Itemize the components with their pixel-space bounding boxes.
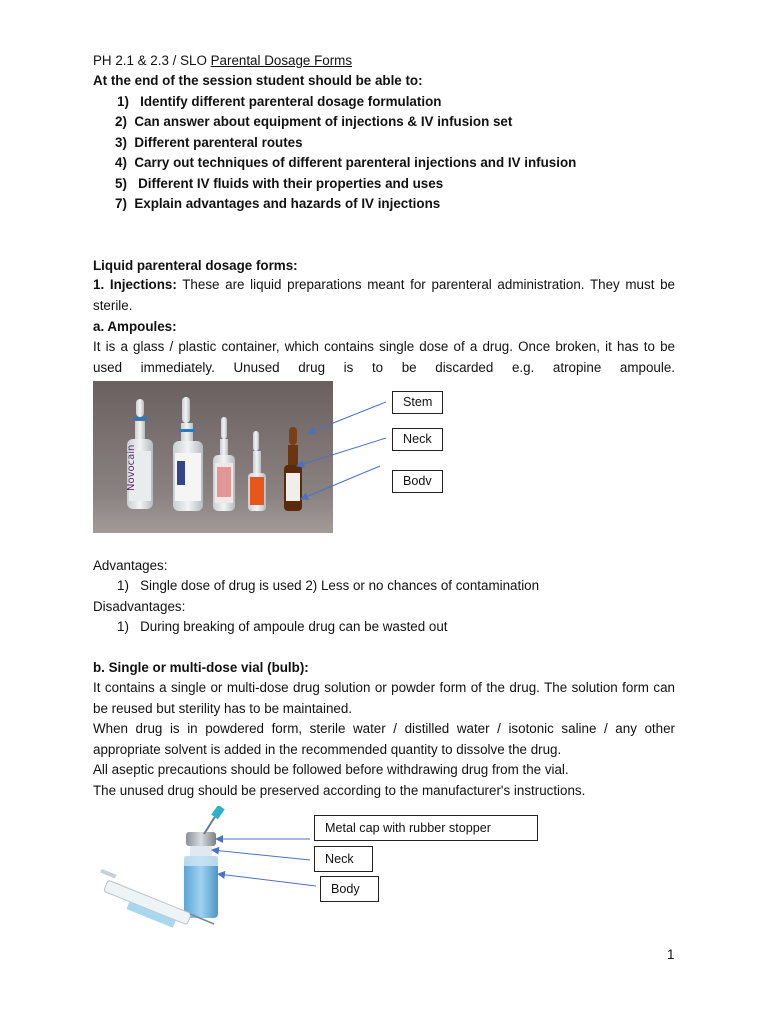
objective-item: 3) Different parenteral routes	[115, 135, 303, 150]
page-number: 1	[667, 947, 675, 962]
objective-item: 5) Different IV fluids with their properties and uses	[115, 176, 444, 191]
vial-syringe-photo	[96, 806, 316, 936]
label-body: Bodv	[392, 470, 443, 493]
advantages-heading: Advantages:	[93, 558, 168, 573]
liquid-heading: Liquid parenteral dosage forms:	[93, 258, 298, 273]
header-code: PH 2.1 & 2.3 / SLO	[93, 53, 211, 68]
vial-heading: b. Single or multi-dose vial (bulb):	[93, 660, 309, 675]
disadvantage-item: 1) During breaking of ampoule drug can be wasted out	[117, 619, 448, 634]
label-metal-cap: Metal cap with rubber stopper	[314, 815, 538, 841]
injections-paragraph: 1. Injections: These are liquid preparations meant for parenteral administration. They must be sterile.	[93, 277, 675, 313]
header-title: Parental Dosage Forms	[210, 53, 353, 68]
ampoules-heading: a. Ampoules:	[93, 319, 177, 334]
objective-item: 1) Identify different parenteral dosage formulation	[117, 94, 442, 109]
objective-item: 7) Explain advantages and hazards of IV injections	[115, 196, 441, 211]
label-vial-neck: Neck	[314, 846, 373, 872]
ampoules-photo	[93, 381, 333, 533]
svg-text:Novocain: Novocain	[126, 444, 137, 491]
advantage-item: 1) Single dose of drug is used 2) Less or no chances of contamination	[117, 578, 540, 593]
page-header	[93, 53, 352, 69]
ampoules-paragraph: It is a glass / plastic container, which contains single dose of a drug. Once broken, it has to be used immediately. Unused drug is to be discarded e.g. atropine ampoule.	[93, 339, 675, 375]
vial-paragraph-4: The unused drug should be preserved according to the manufacturer's instructions.	[93, 783, 586, 798]
disadvantages-heading: Disadvantages:	[93, 599, 186, 614]
objective-item: 4) Carry out techniques of different parenteral injections and IV infusion	[115, 155, 577, 170]
objective-item: 2) Can answer about equipment of injections & IV infusion set	[115, 114, 513, 129]
objectives-intro: At the end of the session student should be able to:	[93, 73, 423, 88]
vial-paragraph-3: All aseptic precautions should be followed before withdrawing drug from the vial.	[93, 762, 569, 777]
label-stem: Stem	[392, 391, 443, 414]
label-vial-body: Body	[320, 876, 379, 902]
vial-paragraph-2: When drug is in powdered form, sterile water / distilled water / isotonic saline / any other appropriate solvent is added in the recommended quantity to dissolve the drug.	[93, 721, 675, 757]
vial-paragraph-1: It contains a single or multi-dose drug solution or powder form of the drug. The solution form can be reused but sterility has to be maintained.	[93, 680, 675, 716]
label-neck: Neck	[392, 428, 443, 451]
